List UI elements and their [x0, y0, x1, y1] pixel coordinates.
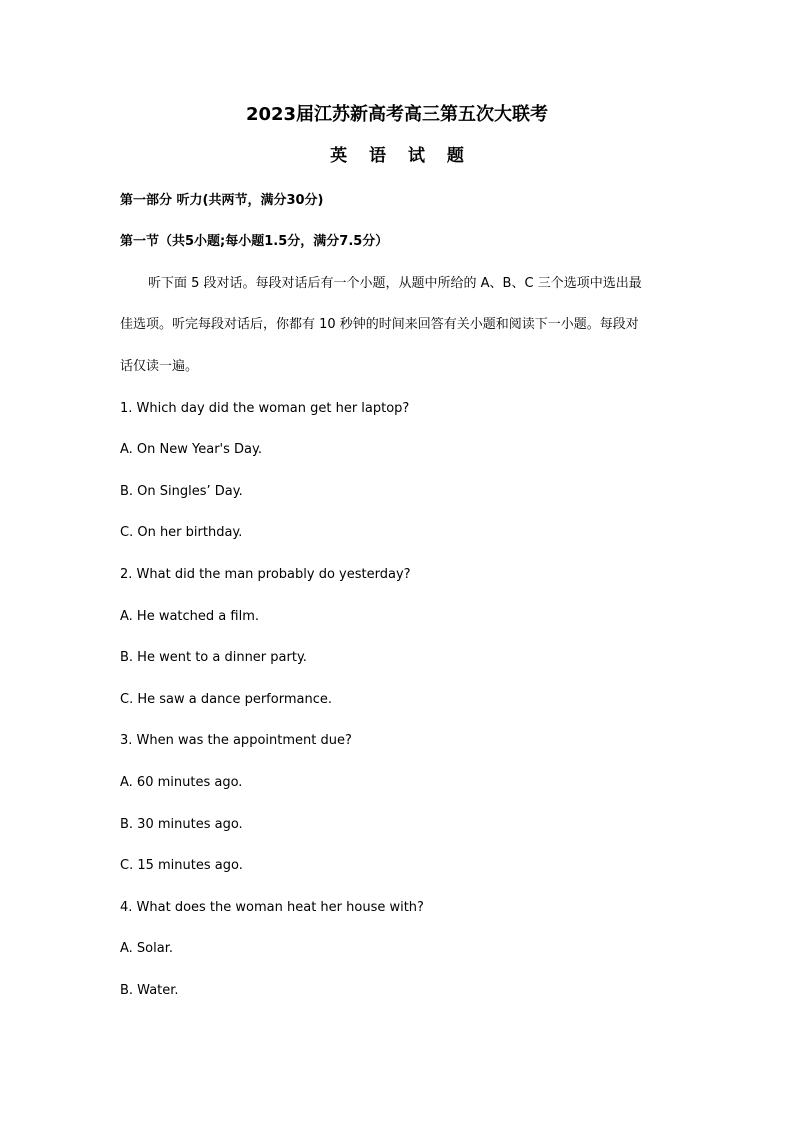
instructions-line: 听下面 5 段对话。每段对话后有一个小题，从题中所给的 A、B、C 三个选项中选出最	[148, 276, 642, 291]
question-stem: 4. What does the woman heat her house with?	[120, 900, 424, 915]
answer-option: B. On Singles’ Day.	[120, 484, 243, 499]
answer-option: A. Solar.	[120, 941, 173, 956]
instructions-line: 话仅读一遍。	[120, 359, 199, 374]
question-stem: 2. What did the man probably do yesterday?	[120, 567, 411, 582]
answer-option: C. He saw a dance performance.	[120, 692, 332, 707]
answer-option: B. Water.	[120, 983, 179, 998]
answer-option: B. He went to a dinner party.	[120, 650, 307, 665]
answer-option: B. 30 minutes ago.	[120, 817, 243, 832]
part-heading: 第一部分 听力(共两节，满分30分)	[120, 193, 324, 208]
question-stem: 1. Which day did the woman get her laptop?	[120, 401, 410, 416]
instructions-line: 佳选项。听完每段对话后，你都有 10 秒钟的时间来回答有关小题和阅读下一小题。每段对	[120, 317, 639, 332]
exam-subtitle: 英 语 试 题	[330, 146, 472, 166]
question-stem: 3. When was the appointment due?	[120, 733, 352, 748]
answer-option: C. On her birthday.	[120, 525, 243, 540]
answer-option: A. On New Year's Day.	[120, 442, 262, 457]
answer-option: C. 15 minutes ago.	[120, 858, 243, 873]
section-heading: 第一节（共5小题;每小题1.5分，满分7.5分）	[120, 234, 389, 249]
exam-title: 2023届江苏新高考高三第五次大联考	[245, 104, 549, 125]
answer-option: A. 60 minutes ago.	[120, 775, 243, 790]
answer-option: A. He watched a film.	[120, 609, 259, 624]
